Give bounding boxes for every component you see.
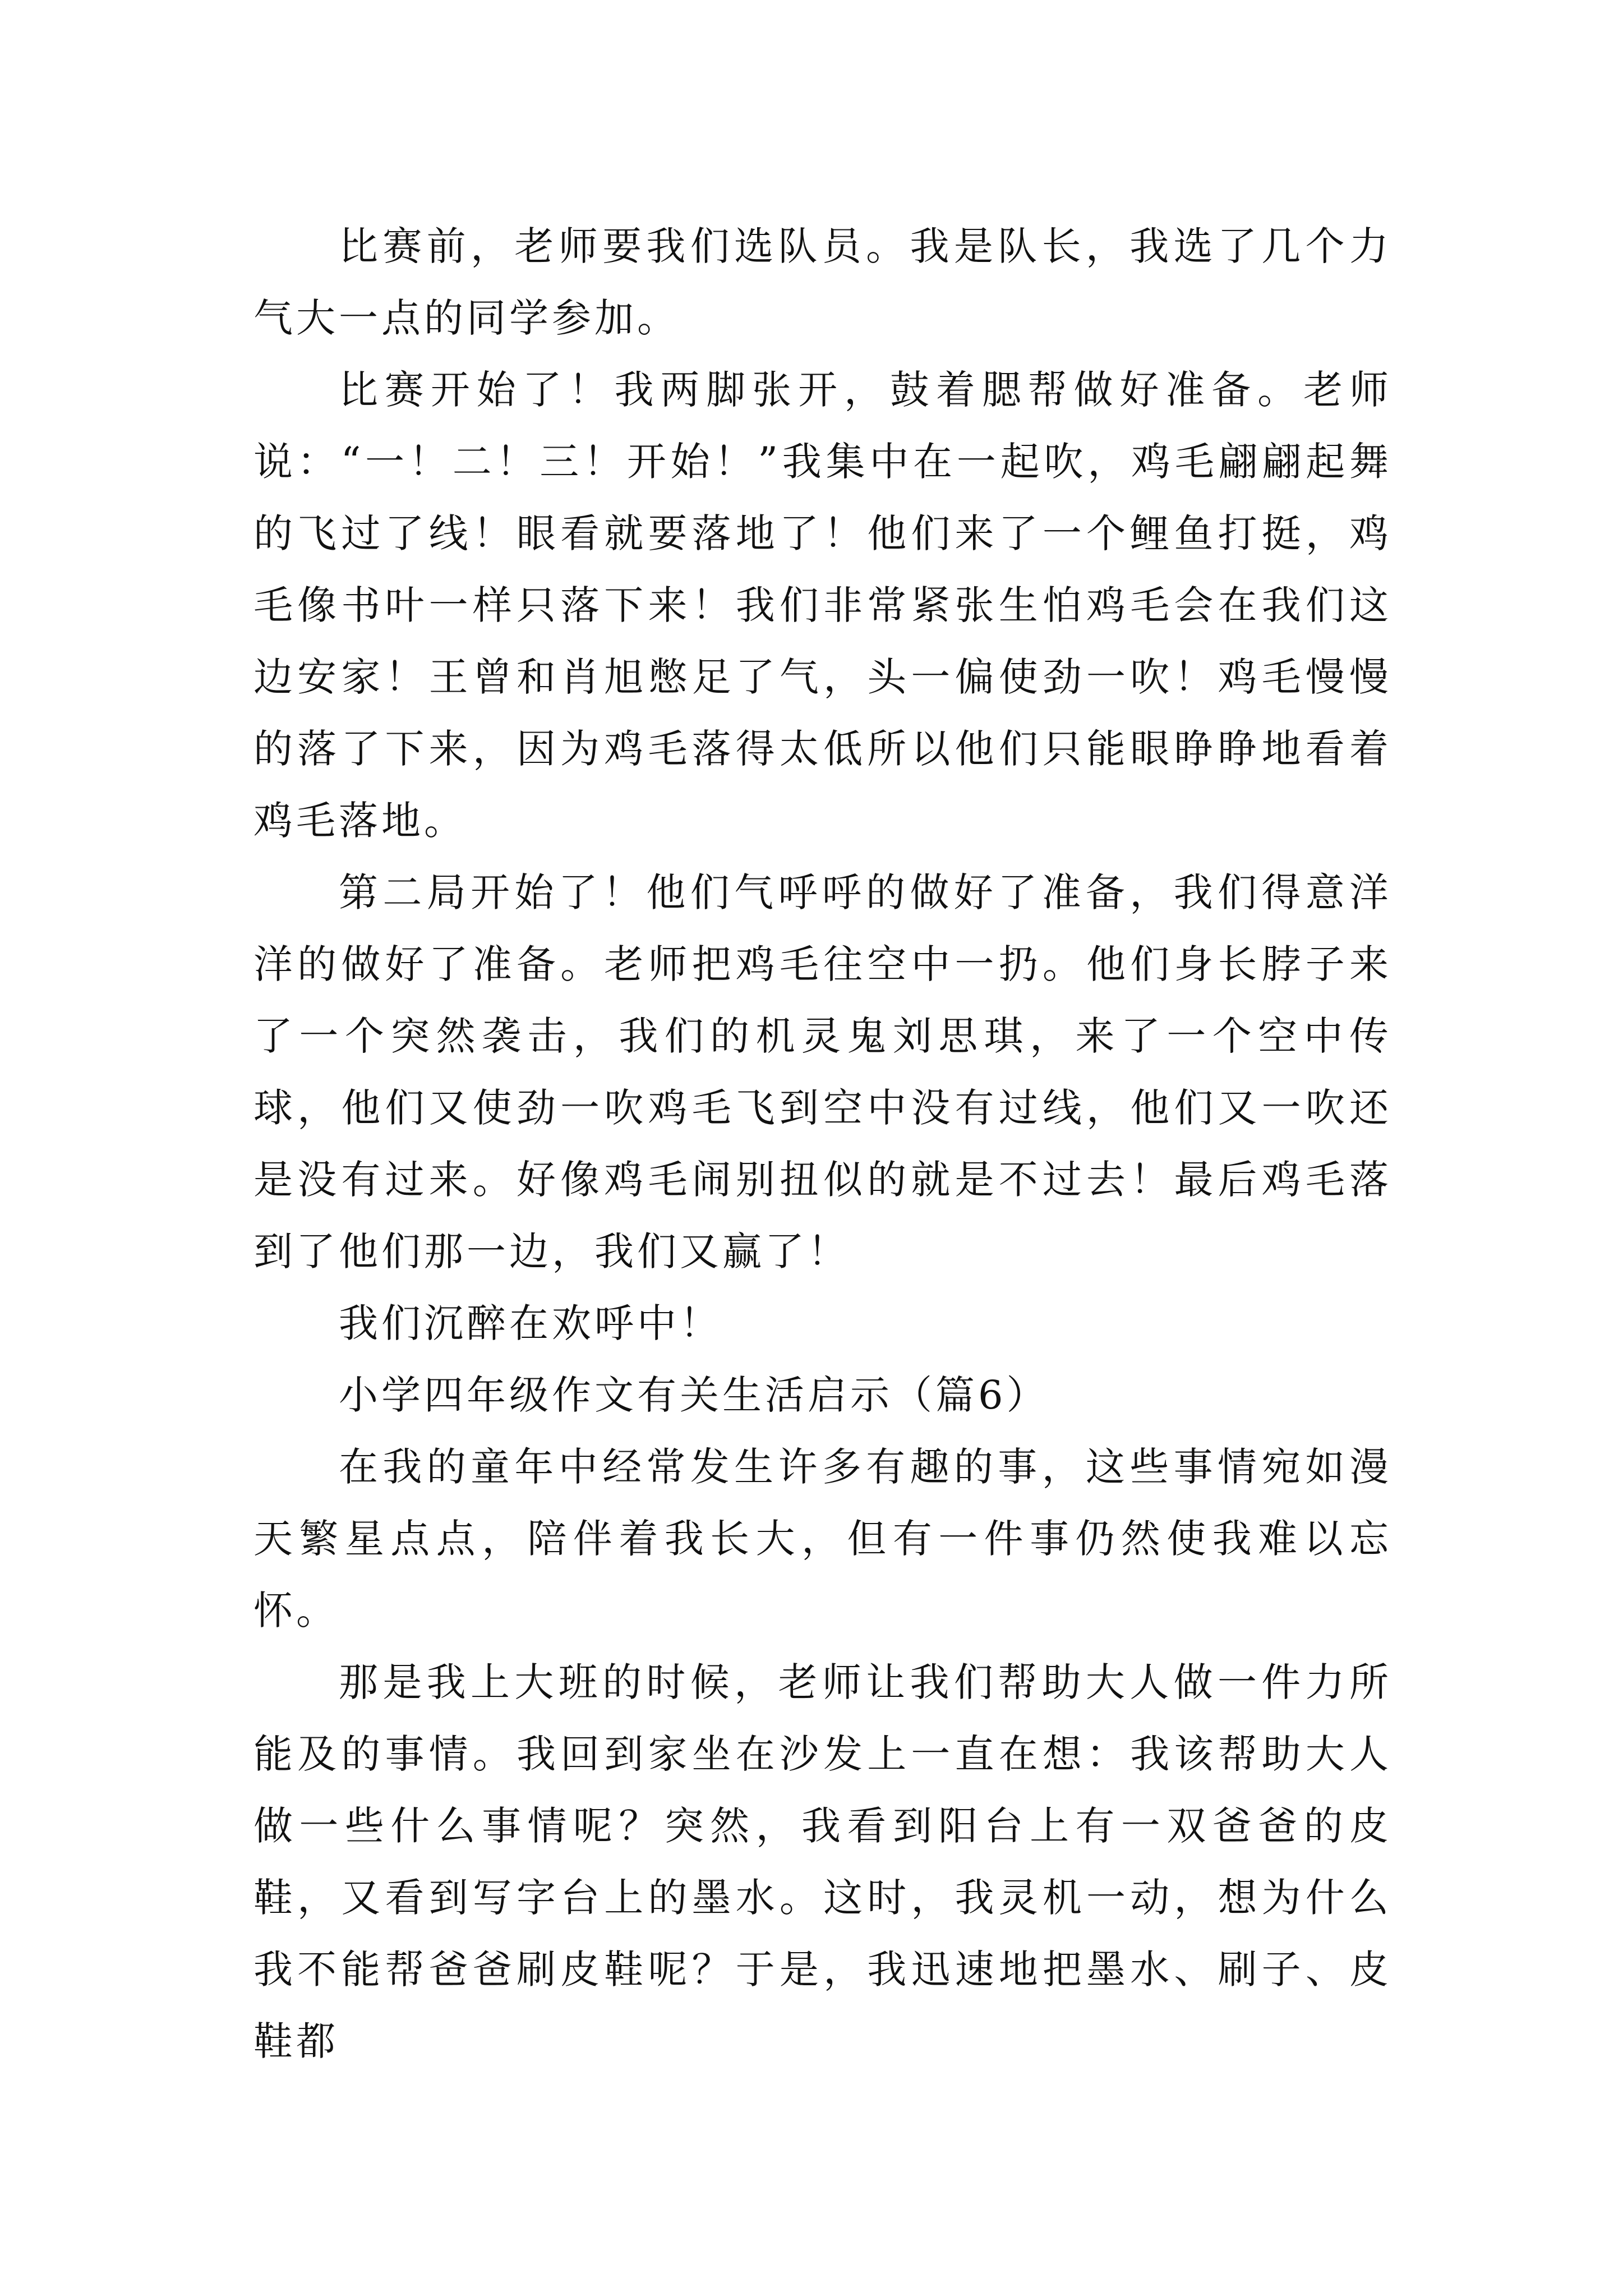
paragraph-3: 第二局开始了！他们气呼呼的做好了准备，我们得意洋洋的做好了准备。老师把鸡毛往空中一扔。他们身长脖子来了一个突然袭击，我们的机灵鬼刘思琪，来了一个空中传球，他们又使劲一吹鸡毛飞到空中没有过线，他们又一吹还是没有过来。好像鸡毛闹别扭似的就是不过去！最后鸡毛落到了他们那一边，我们又赢了！	[253, 869, 1392, 1274]
paragraph-1: 比赛前，老师要我们选队员。我是队长，我选了几个力气大一点的同学参加。	[253, 223, 1392, 341]
paragraph-2: 比赛开始了！我两脚张开，鼓着腮帮做好准备。老师说：“一！二！三！开始！”我集中在一起吹，鸡毛翩翩起舞的飞过了线！眼看就要落地了！他们来了一个鲤鱼打挺，鸡毛像书叶一样只落下来！我们非常紧张生怕鸡毛会在我们这边安家！王曾和肖旭憋足了气，头一偏使劲一吹！鸡毛慢慢的落了下来，因为鸡毛落得太低所以他们只能眼睁睁地看着鸡毛落地。	[253, 367, 1392, 844]
section-heading: 小学四年级作文有关生活启示（篇6）	[339, 1372, 1049, 1418]
paragraph-6: 那是我上大班的时候，老师让我们帮助大人做一件力所能及的事情。我回到家坐在沙发上一直在想：我该帮助大人做一些什么事情呢？突然，我看到阳台上有一双爸爸的皮鞋，又看到写字台上的墨水。这时，我灵机一动，想为什么我不能帮爸爸刷皮鞋呢？于是，我迅速地把墨水、刷子、皮鞋都	[253, 1659, 1392, 2064]
document-body	[253, 210, 1392, 2077]
paragraph-5: 在我的童年中经常发生许多有趣的事，这些事情宛如漫天繁星点点，陪伴着我长大，但有一件事仍然使我难以忘怀。	[253, 1444, 1392, 1634]
paragraph-4: 我们沉醉在欢呼中！	[339, 1300, 722, 1346]
